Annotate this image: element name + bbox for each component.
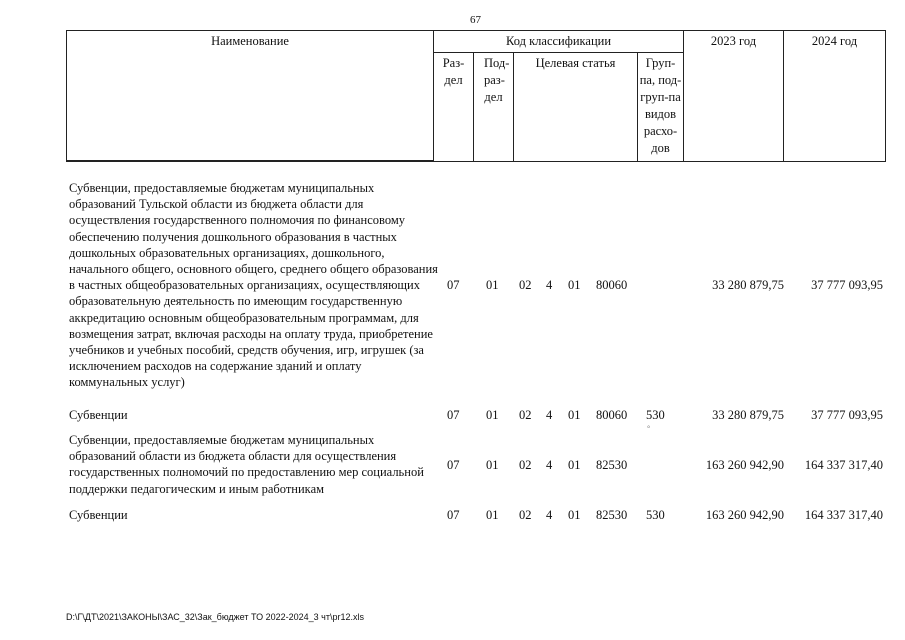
row-target-part: 4 xyxy=(546,408,553,422)
row-name: Субвенции, предоставляемые бюджетам муниципальных образований области из бюджета области для осуществления государственных полномочий по предоставлению мер социальной поддержки педагогическим и иным работникам xyxy=(69,433,424,496)
row-podrazdel: 01 xyxy=(486,278,499,292)
row-target-part: 4 xyxy=(546,508,553,522)
header-razdel: Раз-дел xyxy=(434,53,474,162)
row-target-part: 01 xyxy=(568,408,581,422)
row-name: Субвенции xyxy=(69,508,128,522)
row-target-part: 80060 xyxy=(596,408,628,422)
header-code: Код классификации xyxy=(434,31,684,53)
row-podrazdel: 01 xyxy=(486,408,499,422)
row-target-part: 01 xyxy=(568,278,581,292)
row-value-2024: 164 337 317,40 xyxy=(804,458,883,472)
table-row xyxy=(66,407,885,425)
row-podrazdel: 01 xyxy=(486,508,499,522)
file-path-footer: D:\Г\ДТ\2021\ЗАКОНЫ\ЗАС_32\Зак_бюджет ТО 2022-2024_3 чт\pr12.xls xyxy=(66,612,364,622)
row-value-2023: 163 260 942,90 xyxy=(705,508,784,522)
row-target-part: 01 xyxy=(568,508,581,522)
row-target-part: 02 xyxy=(519,408,532,422)
row-name: Субвенции xyxy=(69,408,128,422)
row-value-2024: 37 777 093,95 xyxy=(811,408,883,422)
row-group: 530 xyxy=(646,508,665,522)
row-razdel: 07 xyxy=(447,458,460,472)
row-group: 530 xyxy=(646,408,665,422)
row-value-2023: 33 280 879,75 xyxy=(712,408,784,422)
row-razdel: 07 xyxy=(447,278,460,292)
row-value-2023: 163 260 942,90 xyxy=(705,458,784,472)
row-target-part: 02 xyxy=(519,508,532,522)
header-year-2024: 2024 год xyxy=(784,31,886,162)
header-podrazdel: Под-раз-дел xyxy=(474,53,514,162)
page-number: 67 xyxy=(470,14,481,26)
table-row xyxy=(66,507,885,525)
row-value-2024: 37 777 093,95 xyxy=(811,278,883,292)
header-name: Наименование xyxy=(67,31,434,162)
row-target-part: 82530 xyxy=(596,458,628,472)
header-group: Груп-па, под-груп-па видов расхо-дов xyxy=(638,53,684,162)
row-razdel: 07 xyxy=(447,408,460,422)
scan-speck: ° xyxy=(647,424,651,433)
table-row xyxy=(66,432,885,498)
row-podrazdel: 01 xyxy=(486,458,499,472)
header-target: Целевая статья xyxy=(514,53,638,162)
row-target-part: 02 xyxy=(519,458,532,472)
row-target-part: 4 xyxy=(546,458,553,472)
row-target-part: 82530 xyxy=(596,508,628,522)
table-header xyxy=(66,30,886,162)
row-target-part: 02 xyxy=(519,278,532,292)
row-value-2023: 33 280 879,75 xyxy=(712,278,784,292)
header-year-2023: 2023 год xyxy=(684,31,784,162)
row-target-part: 80060 xyxy=(596,278,628,292)
row-target-part: 4 xyxy=(546,278,553,292)
row-name: Субвенции, предоставляемые бюджетам муниципальных образований Тульской области из бюджета области для осуществления государственного полномочия по финансовому обеспечению получения дошкольного образования в частных дошкольных образовательных организациях, дошкольного, начального общего, основного общего, среднего общего образования в частных общеобразовательных организациях, осуществляющих образовательную деятельность по имеющим государственную аккредитацию основным общеобразовательным программам, для возмещения затрат, включая расходы на оплату труда, приобретение учебников и учебных пособий, средств обучения, игр, игрушек (за исключением расходов на содержание зданий и оплату коммунальных услуг) xyxy=(69,181,438,390)
row-target-part: 01 xyxy=(568,458,581,472)
row-razdel: 07 xyxy=(447,508,460,522)
row-value-2024: 164 337 317,40 xyxy=(804,508,883,522)
table-row xyxy=(66,180,885,390)
